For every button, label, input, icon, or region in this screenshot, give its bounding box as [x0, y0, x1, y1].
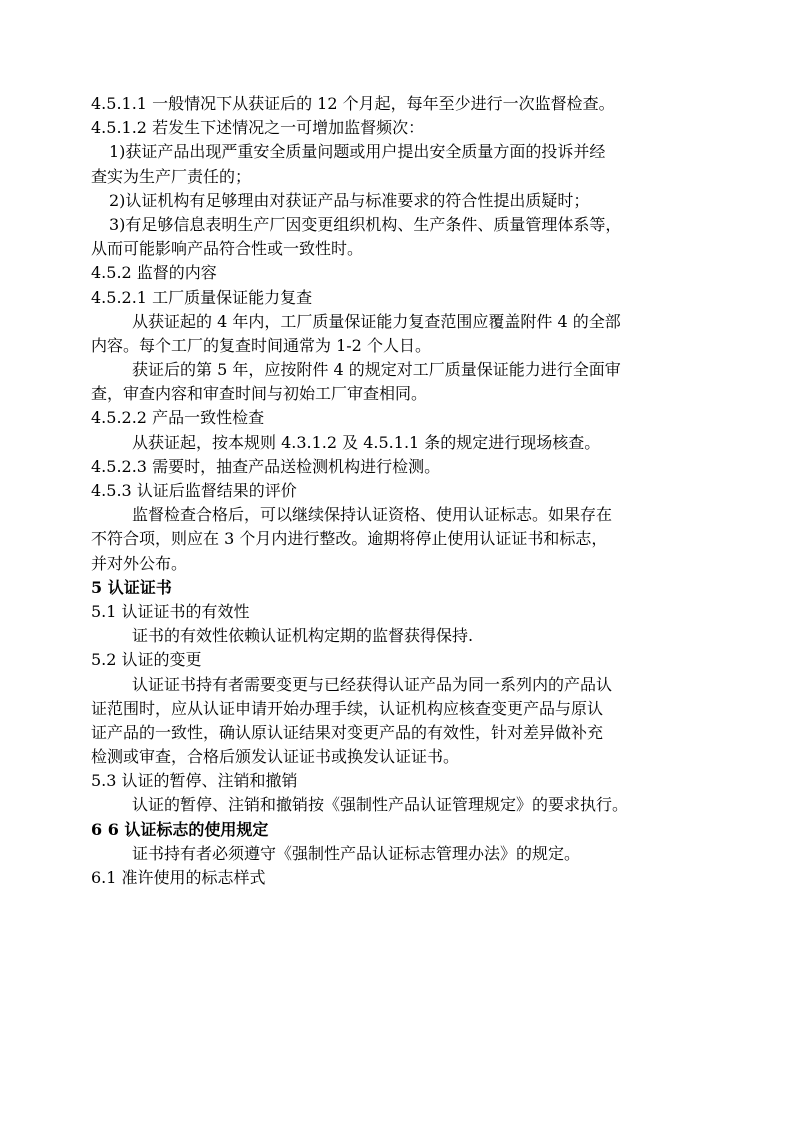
- text-line: 并对外公布。: [91, 553, 188, 573]
- text-line: 不符合项，则应在 3 个月内进行整改。逾期将停止使用认证证书和标志，: [91, 529, 608, 549]
- text-line: 从获证起，按本规则 4.3.1.2 及 4.5.1.1 条的规定进行现场核查。: [132, 432, 601, 452]
- text-line: 从而可能影响产品符合性或一致性时。: [91, 239, 364, 259]
- text-line: 从获证起的 4 年内，工厂质量保证能力复查范围应覆盖附件 4 的全部: [132, 311, 621, 331]
- text-line: 证范围时，应从认证申请开始办理手续，认证机构应核查变更产品与原认: [91, 698, 604, 718]
- text-line: 5.3 认证的暂停、注销和撤销: [91, 771, 298, 791]
- text-line: 4.5.2.3 需要时，抽查产品送检测机构进行检测。: [91, 456, 441, 476]
- text-line: 4.5.2 监督的内容: [91, 263, 217, 283]
- text-line: 3)有足够信息表明生产厂因变更组织机构、生产条件、质量管理体系等，: [109, 214, 622, 234]
- text-line: 证书的有效性依赖认证机构定期的监督获得保持.: [132, 626, 474, 646]
- text-line: 认证的暂停、注销和撤销按《强制性产品认证管理规定》的要求执行。: [132, 795, 629, 815]
- text-line: 查，审查内容和审查时间与初始工厂审查相同。: [91, 384, 428, 404]
- text-line: 6.1 准许使用的标志样式: [91, 868, 266, 887]
- text-line: 4.5.2.2 产品一致性检查: [91, 408, 265, 428]
- text-line: 内容。每个工厂的复查时间通常为 1-2 个人日。: [91, 335, 431, 355]
- section-heading: 5 认证证书: [91, 577, 172, 597]
- text-line: 1)获证产品出现严重安全质量问题或用户提出安全质量方面的投诉并经: [109, 142, 606, 162]
- text-line: 检测或审查，合格后颁发认证证书或换发认证证书。: [91, 747, 460, 767]
- text-line: 4.5.1.1 一般情况下从获证后的 12 个月起，每年至少进行一次监督检查。: [91, 94, 615, 113]
- text-line: 4.5.2.1 工厂质量保证能力复查: [91, 287, 313, 307]
- text-line: 4.5.1.2 若发生下述情况之一可增加监督频次：: [91, 118, 425, 138]
- text-line: 证产品的一致性，确认原认证结果对变更产品的有效性，针对差异做补充: [91, 722, 604, 742]
- text-line: 查实为生产厂责任的；: [91, 166, 252, 186]
- text-line: 4.5.3 认证后监督结果的评价: [91, 481, 297, 500]
- text-line: 监督检查合格后，可以继续保持认证资格、使用认证标志。如果存在: [132, 505, 613, 525]
- document-body: [91, 92, 703, 890]
- text-line: 5.1 认证证书的有效性: [91, 601, 250, 621]
- text-line: 获证后的第 5 年，应按附件 4 的规定对工厂质量保证能力进行全面审: [132, 360, 621, 380]
- section-heading: 6 6 认证标志的使用规定: [91, 819, 269, 839]
- text-line: 5.2 认证的变更: [91, 650, 202, 670]
- text-line: 证书持有者必须遵守《强制性产品认证标志管理办法》的规定。: [132, 843, 581, 863]
- text-line: 认证证书持有者需要变更与已经获得认证产品为同一系列内的产品认: [132, 674, 613, 694]
- text-line: 2)认证机构有足够理由对获证产品与标准要求的符合性提出质疑时；: [109, 190, 590, 210]
